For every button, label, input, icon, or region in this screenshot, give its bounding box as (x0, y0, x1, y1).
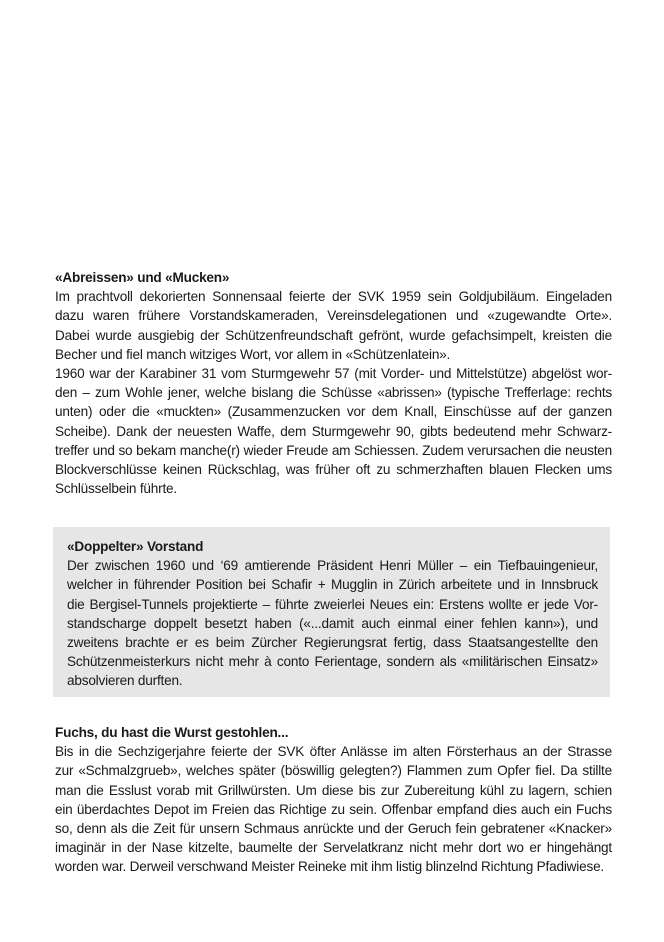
paragraph-line: man die Esslust vorab mit Grillwürsten. Um diese bis zur Zubereitung kühl zu lagern, schien (55, 782, 612, 798)
paragraph-line: Blockverschlüsse keinen Rückschlag, was früher oft zu schmerzhaften blauen Flecken ums (55, 461, 612, 477)
section-fuchs-wurst (55, 723, 612, 877)
paragraph-line: zur «Schmalzgrueb», welches später (böswillig gelegten?) Flammen zum Opfer fiel. Da stillte (55, 763, 612, 779)
paragraph-line: Schlüsselbein führte. (55, 481, 177, 497)
paragraph-line: treffer und so bekam manche(r) wieder Freude am Schiessen. Zudem verursachen die neusten (55, 442, 612, 458)
paragraph-line: dazu waren frühere Vorstandskameraden, Vereinsdelegationen und «zugewandte Orte». (55, 308, 612, 324)
paragraph-line: Im prachtvoll dekorierten Sonnensaal feierte der SVK 1959 sein Goldjubiläum. Eingeladen (55, 289, 612, 305)
section-heading: «Abreissen» und «Mucken» (55, 270, 230, 285)
paragraph-line: Dabei wurde ausgiebig der Schützenfreundschaft gefrönt, wurde gefachsimpelt, kreisten die (55, 327, 612, 343)
section-heading: Fuchs, du hast die Wurst gestohlen... (55, 725, 289, 740)
paragraph-line: worden war. Derweil verschwand Meister Reineke mit ihm listig blinzelnd Richtung Pfadiwiese. (55, 859, 604, 875)
paragraph-line: Der zwischen 1960 und ‘69 amtierende Präsident Henri Müller – ein Tiefbauingenieur, (67, 558, 598, 574)
section-heading: «Doppelter» Vorstand (67, 539, 204, 554)
paragraph-line: Bis in die Sechzigerjahre feierte der SVK öfter Anlässe im alten Försterhaus an der Strasse (55, 744, 612, 760)
paragraph-line: Becher und fiel manch witziges Wort, vor allem in «Schützenlatein». (55, 346, 451, 362)
paragraph-line: standscharge doppelt besetzt haben («...damit auch einmal einer fehlen kann»), und (67, 615, 598, 631)
paragraph-line: Scheibe). Dank der neuesten Waffe, dem Sturmgewehr 90, gibts bedeutend mehr Schwarz- (55, 423, 612, 439)
paragraph-line: 1960 war der Karabiner 31 vom Sturmgewehr 57 (mit Vorder- und Mittelstütze) abgelöst wor- (55, 365, 612, 381)
paragraph-line: absolvieren durften. (67, 673, 183, 689)
paragraph-line: zweitens brachte er es beim Zürcher Regierungsrat fertig, dass Staatsangestellte den (67, 634, 598, 650)
paragraph-line: so, denn als die Zeit für unsern Schmaus anrückte und der Geruch fein gebratener «Knacker» (55, 820, 612, 836)
paragraph-line: imaginär in der Nase kitzelte, baumelte der Servelatkranz nicht mehr dort wo er hingehängt (55, 840, 612, 856)
section-abreissen-mucken (55, 268, 612, 498)
section-doppelter-vorstand (67, 537, 598, 691)
paragraph-line: Schützenmeisterkurs nicht mehr à conto Ferientage, sondern als «militärischen Einsatz» (67, 654, 598, 670)
paragraph-line: ein überdachtes Depot im Freien das Richtige zu sein. Offenbar empfand dies auch ein Fuchs (55, 801, 612, 817)
paragraph-line: die Bergisel-Tunnels projektierte – führte zweierlei Neues ein: Erstens wollte er jede Vor- (67, 596, 598, 612)
paragraph-line: welcher in führender Position bei Schafir + Mugglin in Zürich arbeitete und in Innsbruck (67, 577, 598, 593)
paragraph-line: den – zum Wohle jener, welche bislang die Schüsse «abrissen» (typische Trefferlage: rechts (55, 385, 612, 401)
paragraph-line: unten) oder die «muckten» (Zusammenzucken vor dem Knall, Einschüsse auf der ganzen (55, 404, 612, 420)
